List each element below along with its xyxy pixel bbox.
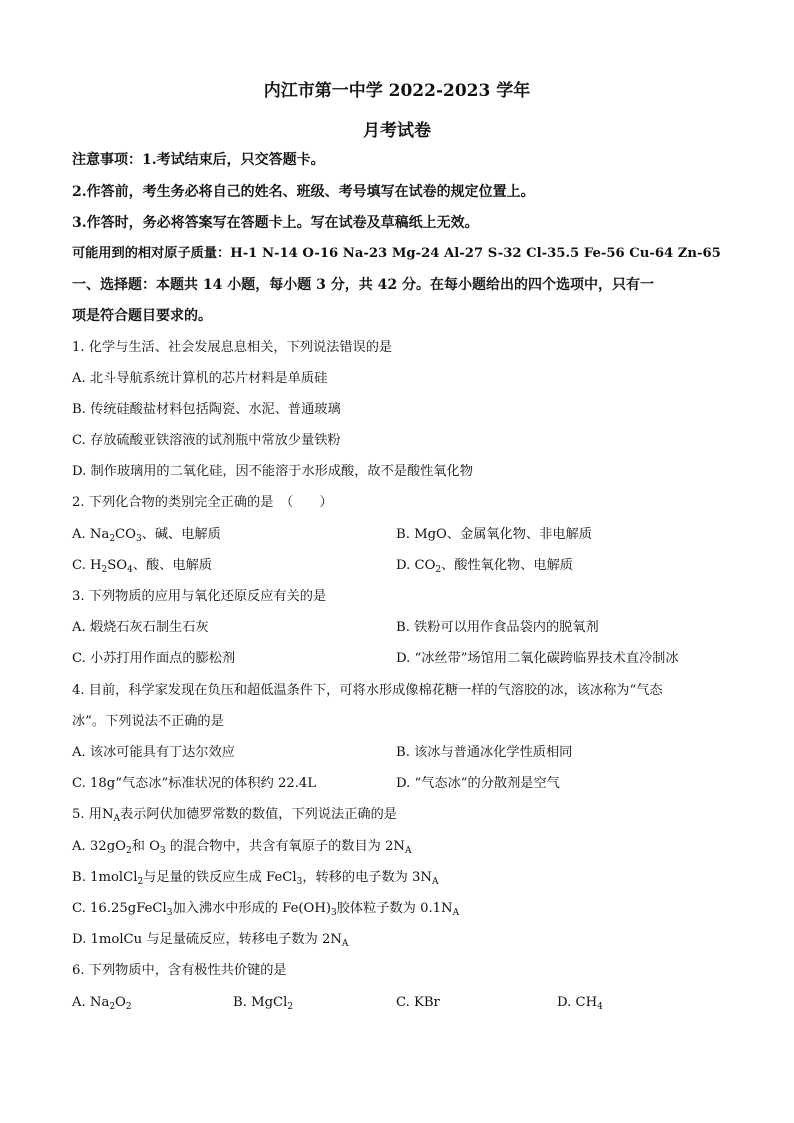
notice-item-3: 3.作答时，务必将答案写在答题卡上。写在试卷及草稿纸上无效。 bbox=[72, 215, 479, 231]
exam-title: 内江市第一中学 2022-2023 学年 bbox=[263, 81, 531, 101]
notice-item-1: 注意事项：1.考试结束后，只交答题卡。 bbox=[72, 152, 325, 168]
q5-option-b: B. 1molCl$_2$与足量的铁反应生成 FeCl$_3$，转移的电子数为 $3N_A$ bbox=[72, 870, 439, 887]
q1-option-d: D. 制作玻璃用的二氧化硅，因不能溶于水形成酸，故不是酸性氧化物 bbox=[72, 464, 473, 479]
q1-option-c: C. 存放硫酸亚铁溶液的试剂瓶中常放少量铁粉 bbox=[72, 433, 341, 448]
q1-option-b: B. 传统硅酸盐材料包括陶瓷、水泥、普通玻璃 bbox=[72, 402, 341, 417]
notice-label: 注意事项： bbox=[72, 152, 142, 168]
section-heading-line2: 项是符合题目要求的。 bbox=[72, 308, 212, 324]
q6-option-b: B. MgCl$_2$ bbox=[233, 995, 294, 1012]
q2-option-c: C. $H_2SO_4$、酸、电解质 bbox=[72, 558, 212, 575]
section-heading-line1: 一、选择题：本题共 14 小题，每小题 3 分，共 42 分。在每小题给出的四个选项中，只有一 bbox=[72, 277, 654, 293]
q4-stem-line2: 冰”。下列说法不正确的是 bbox=[72, 714, 224, 729]
exam-subtitle: 月考试卷 bbox=[363, 121, 431, 141]
q6-stem: 6. 下列物质中，含有极性共价键的是 bbox=[72, 963, 287, 978]
q5-option-c: C. 16.25gFeCl$_3$加入沸水中形成的 $Fe(OH)_3$胶体粒子数为 $0.1N_A$ bbox=[72, 901, 460, 918]
q1-stem: 1. 化学与生活、社会发展息息相关，下列说法错误的是 bbox=[72, 340, 393, 355]
q4-option-b: B. 该冰与普通冰化学性质相同 bbox=[396, 745, 573, 760]
q1-option-a: A. 北斗导航系统计算机的芯片材料是单质硅 bbox=[72, 371, 328, 386]
q3-option-b: B. 铁粉可以用作食品袋内的脱氧剂 bbox=[396, 620, 599, 635]
q3-option-a: A. 煅烧石灰石制生石灰 bbox=[72, 620, 209, 635]
q6-option-c: C. KBr bbox=[396, 995, 440, 1010]
q3-option-c: C. 小苏打用作面点的膨松剂 bbox=[72, 651, 236, 666]
q5-option-a: A. $32gO_2$和 $O_3$ 的混合物中，共含有氧原子的数目为 $2N_A$ bbox=[72, 839, 412, 856]
q6-option-a: A. $Na_2O_2$ bbox=[72, 995, 132, 1012]
q2-stem: 2. 下列化合物的类别完全正确的是 （ ） bbox=[72, 495, 333, 510]
q4-option-a: A. 该冰可能具有丁达尔效应 bbox=[72, 745, 235, 760]
q4-option-d: D. “气态冰”的分散剂是空气 bbox=[396, 776, 560, 791]
q5-stem: 5. 用$N_A$表示阿伏加德罗常数的数值，下列说法正确的是 bbox=[72, 807, 397, 824]
q5-option-d: D. 1molCu 与足量硫反应，转移电子数为 $2N_A$ bbox=[72, 932, 349, 949]
q4-stem-line1: 4. 目前，科学家发现在负压和超低温条件下，可将水形成像棉花糖一样的气溶胶的冰，该冰称为“气态 bbox=[72, 683, 663, 698]
q2-option-a: A. $Na_2CO_3$、碱、电解质 bbox=[72, 527, 221, 544]
q6-option-d: D. $CH_4$ bbox=[557, 995, 603, 1012]
q4-option-c: C. 18g“气态冰”标准状况的体积约 22.4L bbox=[72, 776, 317, 791]
atomic-masses: 可能用到的相对原子质量：H-1 N-14 O-16 Na-23 Mg-24 Al-27 S-32 Cl-35.5 Fe-56 Cu-64 Zn-65 bbox=[72, 246, 721, 261]
q2-option-d: D. $CO_2$、酸性氧化物、电解质 bbox=[396, 558, 573, 575]
notice-item-2: 2.作答前，考生务必将自己的姓名、班级、考号填写在试卷的规定位置上。 bbox=[72, 184, 535, 200]
q3-stem: 3. 下列物质的应用与氧化还原反应有关的是 bbox=[72, 589, 327, 604]
q3-option-d: D. “冰丝带”场馆用二氧化碳跨临界技术直冷制冰 bbox=[396, 651, 679, 666]
q2-option-b: B. MgO、金属氧化物、非电解质 bbox=[396, 527, 592, 542]
